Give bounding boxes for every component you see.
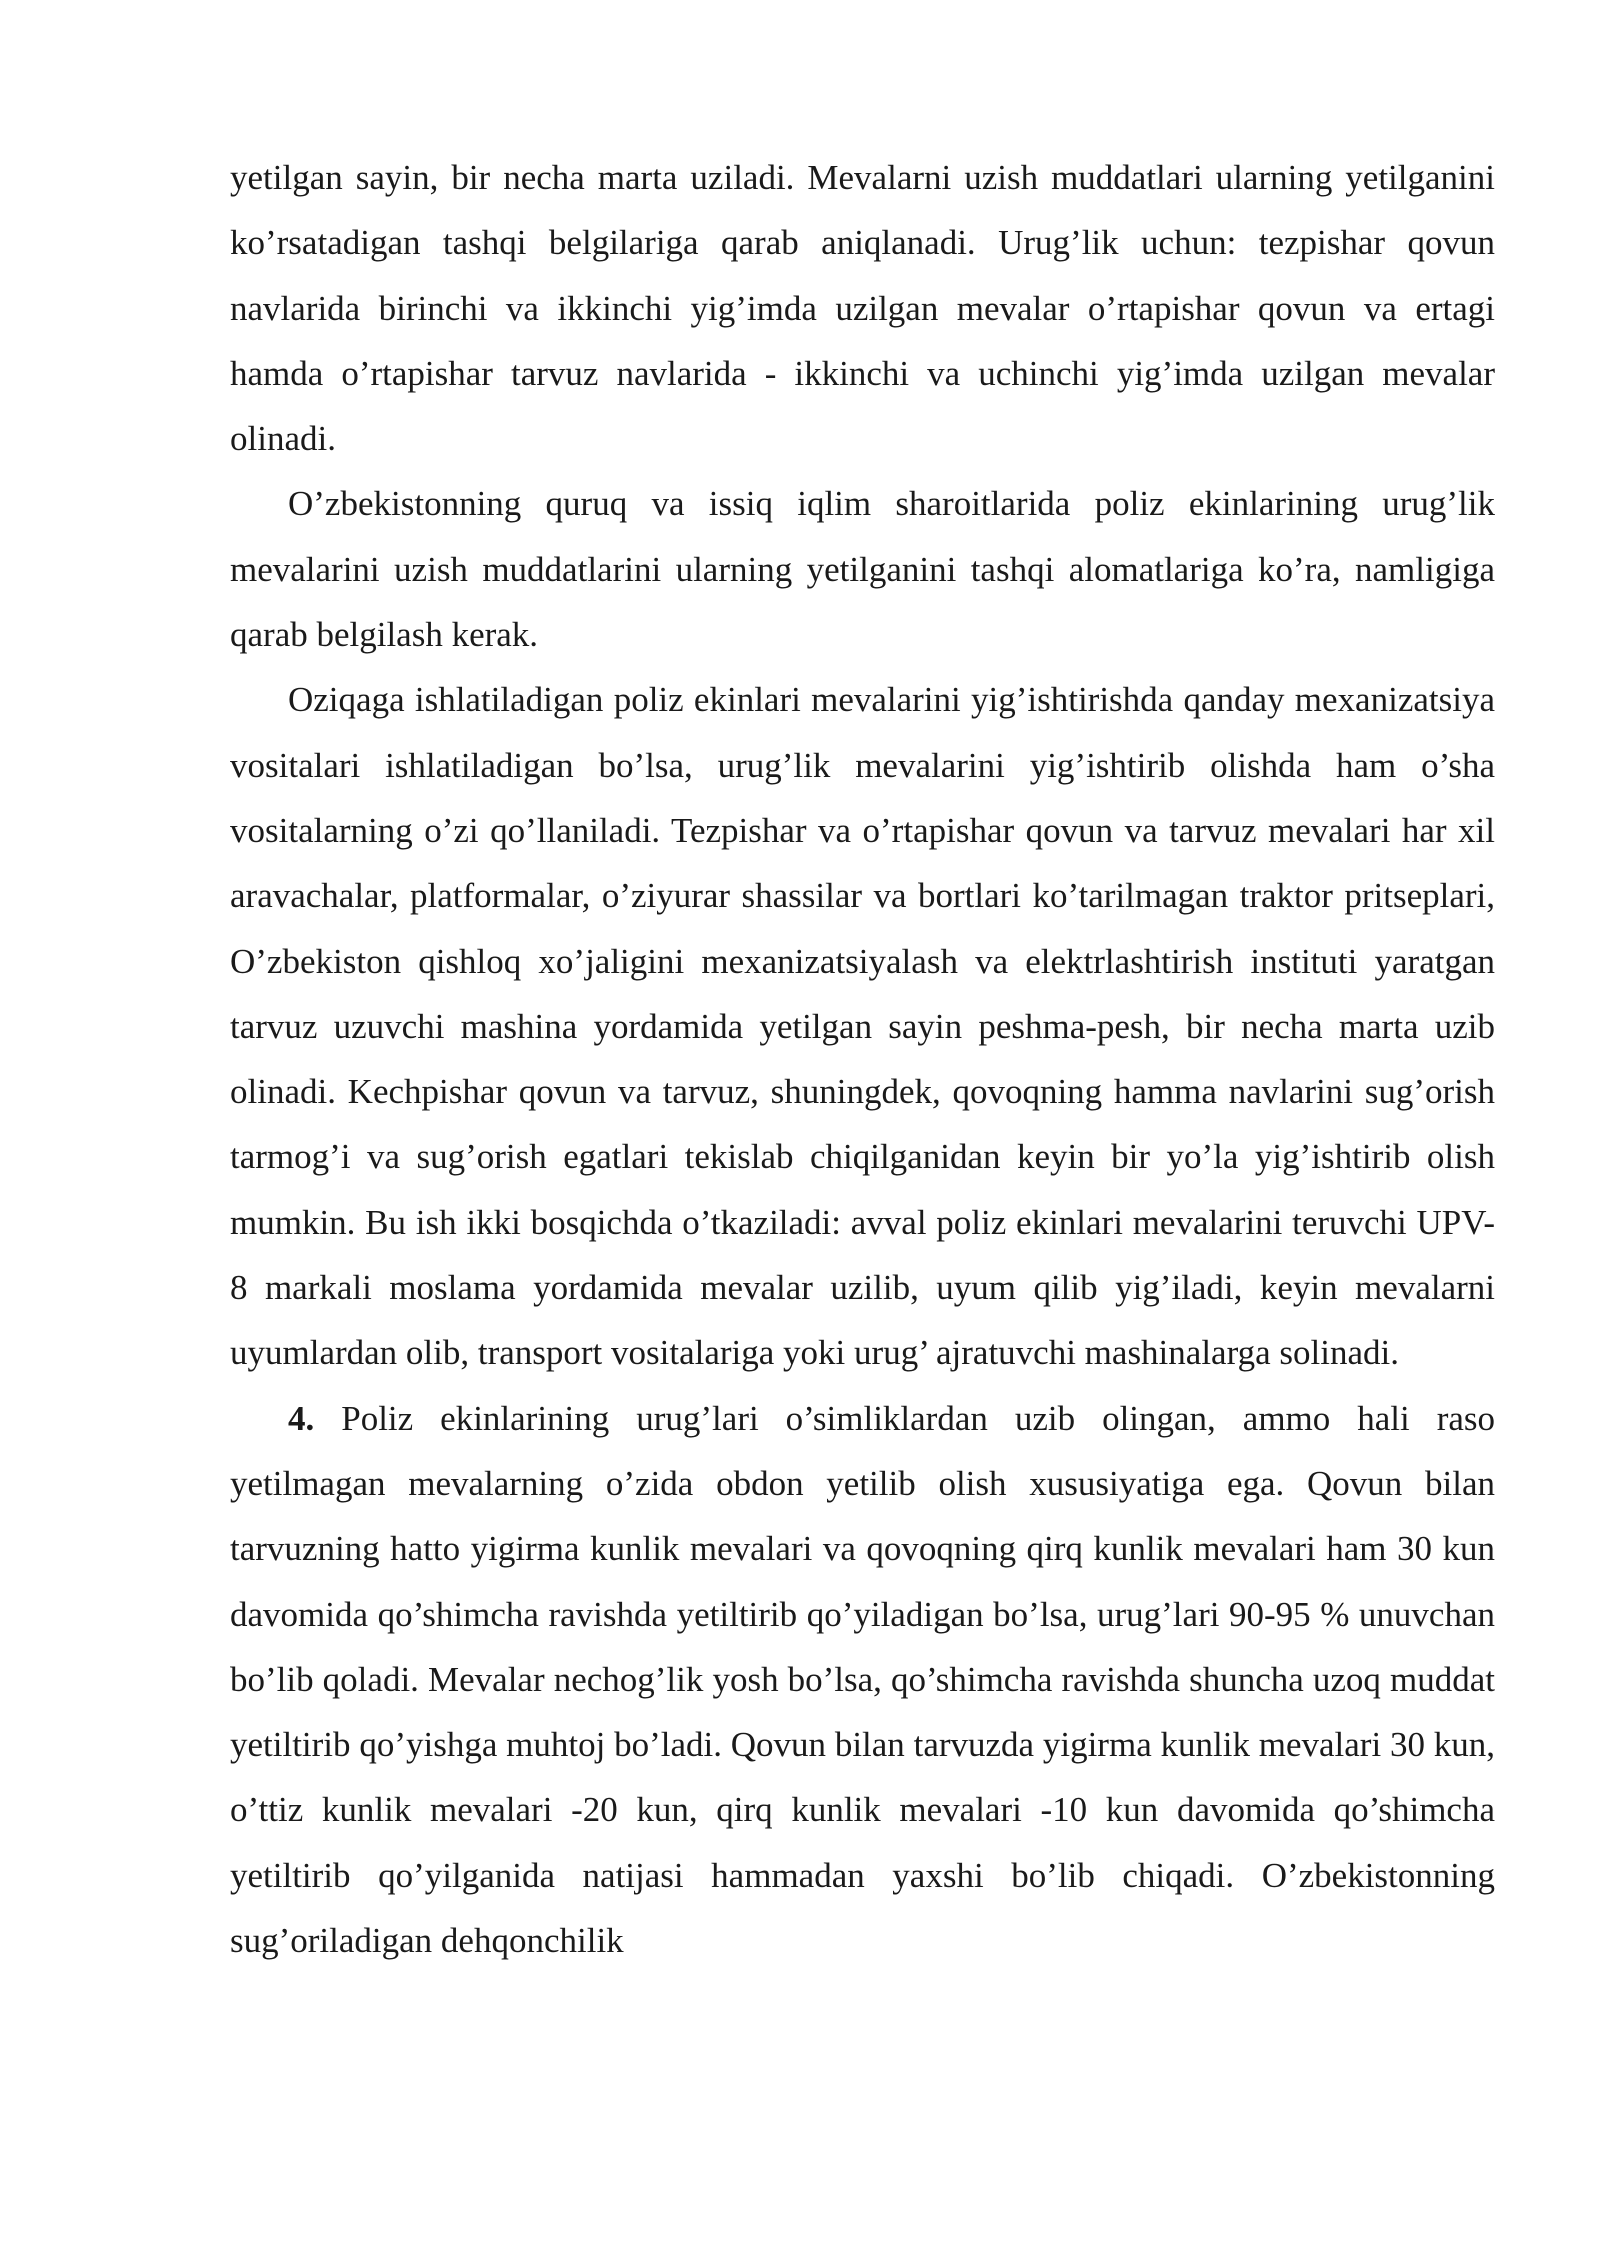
paragraph-text: O’zbekistonning quruq va issiq iqlim sharoitlarida poliz ekinlarining urug’lik mevalarini uzish muddatlarini ularning yetilganini tashqi alomatlariga ko’ra, namligiga qarab belgilash kerak. bbox=[230, 484, 1495, 655]
paragraph-text: Poliz ekinlarining urug’lari o’simliklardan uzib olingan, ammo hali raso yetilmagan mevalarning o’zida obdon yetilib olish xususiyatiga ega. Qovun bilan tarvuzning hatto yigirma kunlik mevalari va qovoqning qirq kunlik mevalari ham 30 kun davomida qo’shimcha ravishda yetiltirib qo’yiladigan bo’lsa, urug’lari 90-95 % unuvchan bo’lib qoladi. Mevalar nechog’lik yosh bo’lsa, qo’shimcha ravishda shuncha uzoq muddat yetiltirib qo’yishga muhtoj bo’ladi. Qovun bilan tarvuzda yigirma kunlik mevalari 30 kun, o’ttiz kunlik mevalari -20 kun, qirq kunlik mevalari -10 kun davomida qo’shimcha yetiltirib qo’yilganida natijasi hammadan yaxshi bo’lib chiqadi. O’zbekistonning sug’oriladigan dehqonchilik bbox=[230, 1398, 1496, 1961]
paragraph-number: 4. bbox=[288, 1398, 315, 1438]
paragraph-3 bbox=[230, 667, 1495, 1385]
document-body bbox=[230, 145, 1495, 1973]
paragraph-text: yetilgan sayin, bir necha marta uziladi. Mevalarni uzish muddatlari ularning yetilganini ko’rsatadigan tashqi belgilariga qarab aniqlanadi. Urug’lik uchun: tezpishar qovun navlarida birinchi va ikkinchi yig’imda uzilgan mevalar o’rtapishar qovun va ertagi hamda o’rtapishar tarvuz navlarida - ikkinchi va uchinchi yig’imda uzilgan mevalar olinadi. bbox=[230, 158, 1495, 459]
paragraph-4 bbox=[230, 1386, 1495, 1974]
paragraph-text: Oziqaga ishlatiladigan poliz ekinlari mevalarini yig’ishtirishda qanday mexanizatsiya vositalari ishlatiladigan bo’lsa, urug’lik mevalarini yig’ishtirib olishda ham o’sha vositalarning o’zi qo’llaniladi. Tezpishar va o’rtapishar qovun va tarvuz mevalari har xil aravachalar, platformalar, o’ziyurar shassilar va bortlari ko’tarilmagan traktor pritseplari, O’zbekiston qishloq xo’jaligini mexanizatsiyalash va elektrlashtirish instituti yaratgan tarvuz uzuvchi mashina yordamida yetilgan sayin peshma-pesh, bir necha marta uzib olinadi. Kechpishar qovun va tarvuz, shuningdek, qovoqning hamma navlarini sug’orish tarmog’i va sug’orish egatlari tekislab chiqilganidan keyin bir yo’la yig’ishtirib olish mumkin. Bu ish ikki bosqichda o’tkaziladi: avval poliz ekinlari mevalarini teruvchi UPV-8 markali moslama yordamida mevalar uzilib, uyum qilib yig’iladi, keyin mevalarni uyumlardan olib, transport vositalariga yoki urug’ ajratuvchi mashinalarga solinadi. bbox=[230, 680, 1495, 1373]
paragraph-2 bbox=[230, 471, 1495, 667]
paragraph-1 bbox=[230, 145, 1495, 471]
